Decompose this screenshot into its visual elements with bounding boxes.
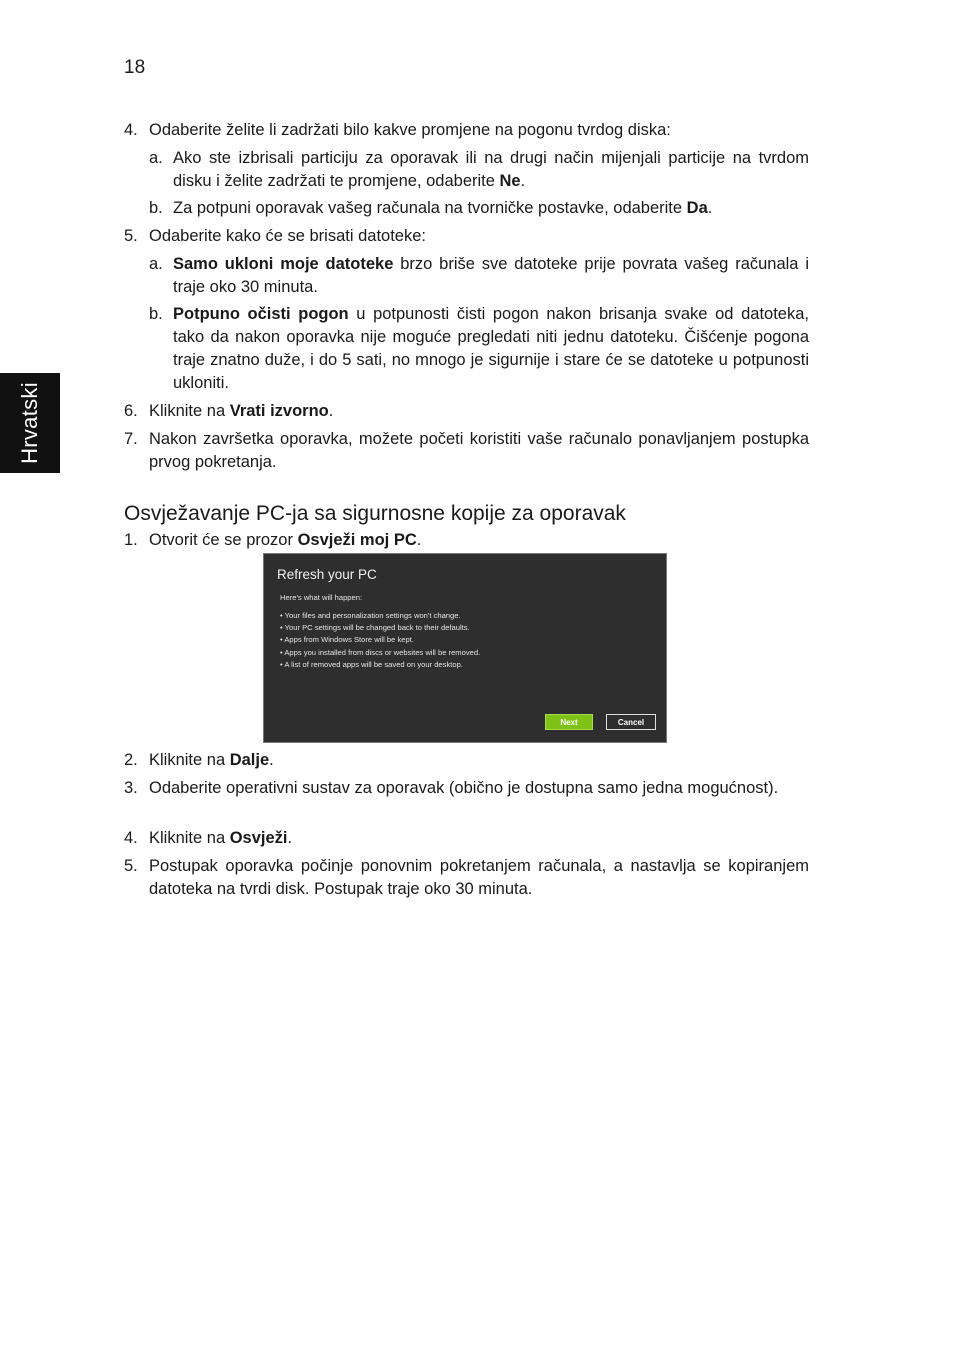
step-item <box>124 225 809 248</box>
step-text-end: . <box>416 531 422 549</box>
step-bold-term: Osvježi moj PC <box>297 531 417 549</box>
step-number: 4. <box>124 121 138 139</box>
step-text-end: . <box>328 402 334 420</box>
dialog-bullet: • Apps you installed from discs or websites will be removed. <box>280 647 480 659</box>
step-text-part: Otvorit će se prozor <box>149 531 298 549</box>
step-text-end: . <box>287 829 293 847</box>
step-text: Nakon završetka oporavka, možete početi koristiti vaše računalo ponavljanjem postupka prvog pokretanja. <box>149 430 809 471</box>
page-number: 18 <box>124 57 146 78</box>
sub-step-text <box>173 197 809 220</box>
step-text <box>149 400 809 423</box>
sub-step-text <box>173 147 809 193</box>
step-item <box>124 529 809 552</box>
sub-step-text-end: . <box>520 172 526 190</box>
dialog-intro: Here's what will happen: <box>280 593 363 602</box>
step-text <box>149 749 809 772</box>
step-text-part: Kliknite na <box>149 751 230 769</box>
step-item <box>124 400 809 423</box>
refresh-pc-dialog-screenshot <box>263 553 667 743</box>
sub-step-bold-term: Ne <box>499 172 521 190</box>
dialog-bullet: • Your files and personalization settings won't change. <box>280 610 480 622</box>
step-bold-term: Osvježi <box>229 829 288 847</box>
step-item <box>124 119 809 142</box>
step-number: 2. <box>124 751 138 769</box>
sub-step-text <box>173 253 809 299</box>
sub-step-item <box>149 253 809 299</box>
step-bold-term: Dalje <box>229 751 270 769</box>
sub-step-text-part: Ako ste izbrisali particiju za oporavak ili na drugi način mijenjali particije na tvrdom disku i želite zadržati te promjene, odaberite <box>173 149 809 190</box>
step-text-part: Kliknite na <box>149 402 230 420</box>
dialog-bullet: • Your PC settings will be changed back to their defaults. <box>280 622 480 634</box>
step-text: Odaberite operativni sustav za oporavak (obično je dostupna samo jedna mogućnost). <box>149 779 779 797</box>
sub-step-bold-term: Potpuno očisti pogon <box>173 305 349 323</box>
sub-step-item <box>149 197 809 220</box>
step-text: Odaberite kako će se brisati datoteke: <box>149 227 426 245</box>
sub-step-item <box>149 147 809 193</box>
step-text-part: Kliknite na <box>149 829 230 847</box>
sub-step-text-end: u potpunosti čisti pogon nakon brisanja svake od datoteka, tako da nakon oporavka nije moguće pregledati niti jednu datoteku. Čišćenje pogona traje znatno duže, i do 5 sati, no mnogo je sigurnije i stare će se datoteke u potpunosti ukloniti. <box>173 305 809 392</box>
sub-step-item <box>149 303 809 395</box>
language-tab <box>0 373 60 473</box>
step-item <box>124 428 809 474</box>
step-text: Postupak oporavka počinje ponovnim pokretanjem računala, a nastavlja se kopiranjem datoteka na tvrdi disk. Postupak traje oko 30 minuta. <box>149 857 809 898</box>
language-tab-label: Hrvatski <box>17 382 43 464</box>
sub-step-letter: b. <box>149 199 163 217</box>
sub-step-letter: a. <box>149 255 163 273</box>
step-item <box>124 749 809 772</box>
step-number: 5. <box>124 857 138 875</box>
step-text-end: . <box>269 751 274 769</box>
step-text: Odaberite želite li zadržati bilo kakve promjene na pogonu tvrdog diska: <box>149 121 671 139</box>
sub-step-text-end: . <box>707 199 713 217</box>
step-number: 1. <box>124 531 138 549</box>
step-item <box>124 827 809 850</box>
step-item <box>124 777 809 800</box>
step-number: 5. <box>124 227 138 245</box>
step-text <box>149 529 809 552</box>
sub-step-text-end: brzo briše sve datoteke prije povrata vašeg računala i traje oko 30 minuta. <box>173 255 809 296</box>
next-button[interactable]: Next <box>545 714 593 730</box>
sub-step-letter: a. <box>149 149 163 167</box>
cancel-button[interactable]: Cancel <box>606 714 656 730</box>
step-item <box>124 855 809 901</box>
dialog-title: Refresh your PC <box>277 567 377 582</box>
dialog-bullet: • A list of removed apps will be saved on your desktop. <box>280 659 480 671</box>
step-bold-term: Vrati izvorno <box>229 402 329 420</box>
step-number: 4. <box>124 829 138 847</box>
step-text <box>149 827 809 850</box>
sub-step-letter: b. <box>149 305 163 323</box>
step-number: 6. <box>124 402 138 420</box>
sub-step-bold-term: Samo ukloni moje datoteke <box>173 255 394 273</box>
dialog-bullet-list <box>280 610 480 671</box>
step-number: 3. <box>124 779 138 797</box>
dialog-bullet: • Apps from Windows Store will be kept. <box>280 634 480 646</box>
sub-step-text-part: Za potpuni oporavak vašeg računala na tvorničke postavke, odaberite <box>173 199 687 217</box>
sub-step-bold-term: Da <box>686 199 708 217</box>
section-heading: Osvježavanje PC-ja sa sigurnosne kopije za oporavak <box>124 502 626 525</box>
sub-step-text <box>173 303 809 395</box>
step-number: 7. <box>124 430 138 448</box>
